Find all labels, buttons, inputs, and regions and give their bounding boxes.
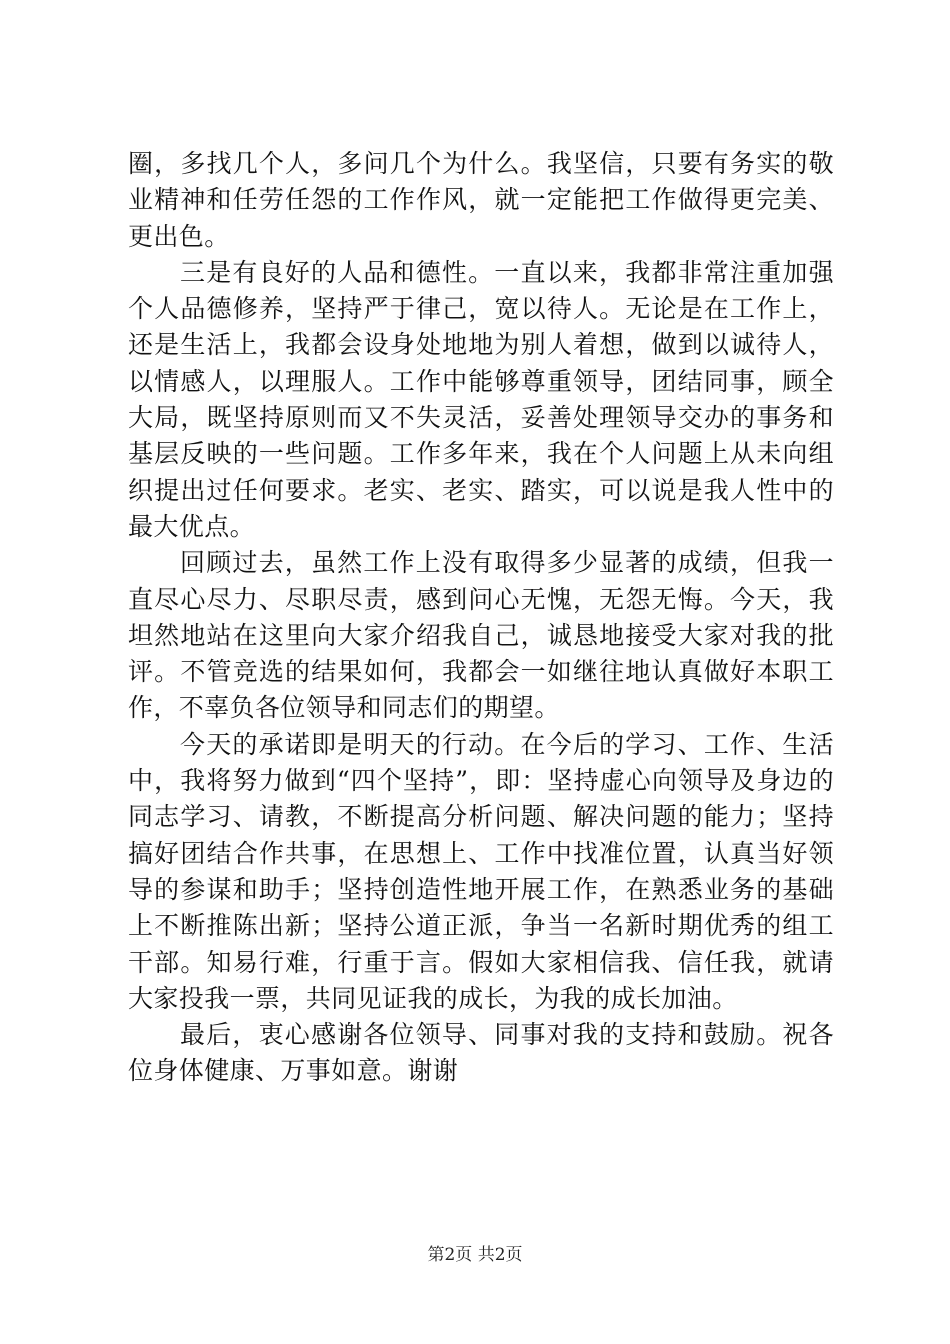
paragraph-review: 回顾过去，虽然工作上没有取得多少显著的成绩，但我一直尽心尽力、尽职尽责，感到问心无愧，无怨无悔。今天，我坦然地站在这里向大家介绍我自己，诚恳地接受大家对我的批评。不管竞选的结果如何，我都会一如继往地认真做好本职工作，不辜负各位领导和同志们的期望。: [128, 548, 834, 723]
paragraph-commitment: 今天的承诺即是明天的行动。在今后的学习、工作、生活中，我将努力做到“四个坚持”，即：坚持虚心向领导及身边的同志学习、请教，不断提高分析问题、解决问题的能力；坚持搞好团结合作共事，在思想上、工作中找准位置，认真当好领导的参谋和助手；坚持创造性地开展工作，在熟悉业务的基础上不断推陈出新；坚持公道正派，争当一名新时期优秀的组工干部。知易行难，行重于言。假如大家相信我、信任我，就请大家投我一票，共同见证我的成长，为我的成长加油。: [128, 729, 834, 1013]
paragraph-character: 三是有良好的人品和德性。一直以来，我都非常注重加强个人品德修养，坚持严于律己，宽以待人。无论是在工作上，还是生活上，我都会设身处地地为别人着想，做到以诚待人，以情感人，以理服人。工作中能够尊重领导，团结同事，顾全大局，既坚持原则而又不失灵活，妥善处理领导交办的事务和基层反映的一些问题。工作多年来，我在个人问题上从未向组织提出过任何要求。老实、老实、踏实，可以说是我人性中的最大优点。: [128, 257, 834, 541]
document-body: [128, 146, 834, 1090]
paragraph-closing: 最后，衷心感谢各位领导、同事对我的支持和鼓励。祝各位身体健康、万事如意。谢谢: [128, 1020, 834, 1086]
paragraph-continuation: 圈，多找几个人，多问几个为什么。我坚信，只要有务实的敬业精神和任劳任怨的工作作风，就一定能把工作做得更完美、更出色。: [128, 149, 834, 251]
page-number-footer: 第2页 共2页: [427, 1245, 523, 1265]
